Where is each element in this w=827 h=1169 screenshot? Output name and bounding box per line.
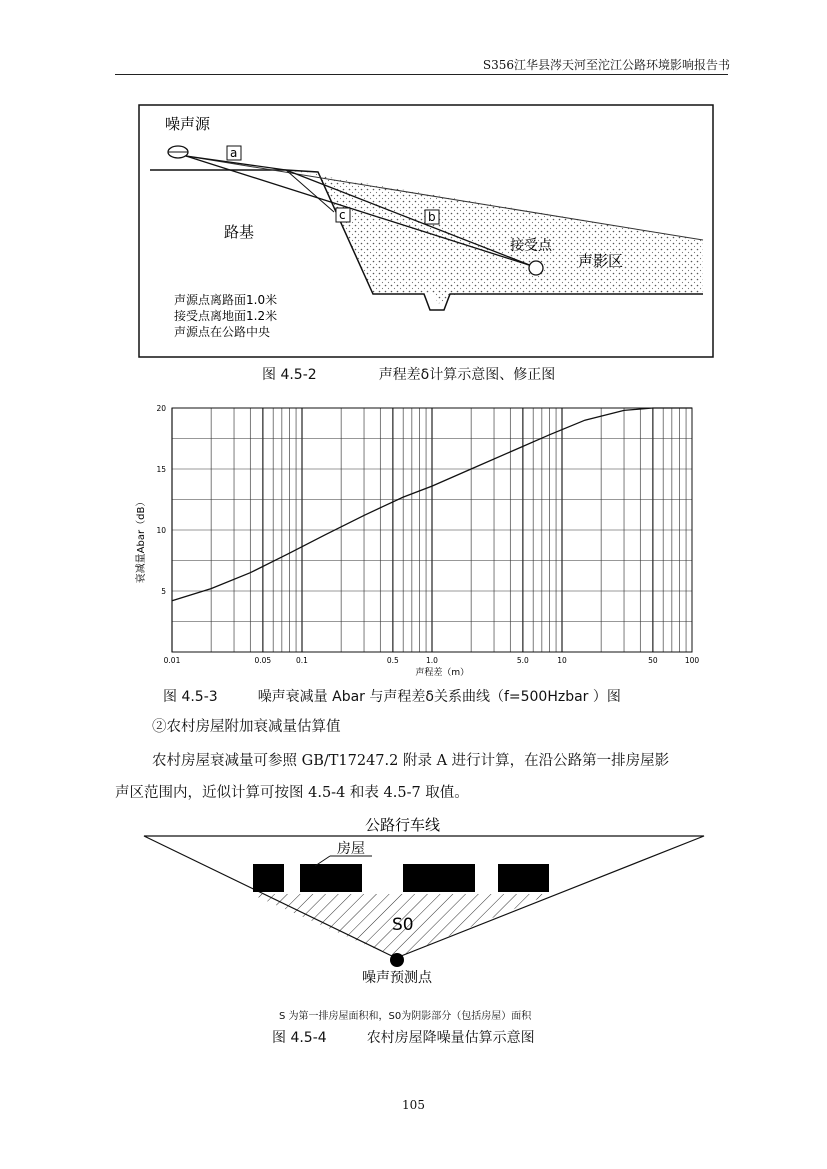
paragraph-line-1: 农村房屋衰减量可参照 GB/T17247.2 附录 A 进行计算，在沿公路第一排房屋影: [152, 753, 670, 769]
x-tick-label: 0.05: [254, 656, 272, 665]
x-tick-label: 1.0: [426, 656, 438, 665]
note-2: 接受点离地面1.2米: [174, 309, 278, 323]
paragraph-line-2: 声区范围内，近似计算可按图 4.5-4 和表 4.5-7 取值。: [115, 785, 469, 801]
roadbed-label: 路基: [224, 223, 255, 241]
caption-number: 图 4.5-3: [163, 689, 218, 705]
rural-house-diagram: [140, 812, 710, 984]
x-tick-label: 0.5: [386, 656, 399, 665]
chart-grid: [172, 408, 692, 652]
caption-number: 图 4.5-2: [262, 367, 317, 383]
ray-b-label: b: [428, 210, 436, 224]
y-tick-label: 10: [156, 526, 166, 535]
x-tick-label: 50: [648, 656, 658, 665]
receiver-icon: [529, 261, 543, 275]
house-block: [300, 864, 362, 892]
ray-a-label: a: [230, 146, 238, 160]
figure-4-5-2-caption: [262, 364, 555, 384]
chart-tick-labels: [156, 404, 699, 665]
x-tick-label: 100: [684, 656, 700, 665]
path-difference-diagram: [138, 104, 714, 358]
x-tick-label: 0.1: [296, 656, 308, 665]
y-tick-label: 20: [156, 404, 166, 413]
caption-title: 农村房屋降噪量估算示意图: [366, 1030, 535, 1046]
source-label: 噪声源: [165, 115, 211, 133]
attenuation-chart: [134, 400, 702, 680]
caption-title: 噪声衰减量 Abar 与声程差δ关系曲线（f=500Hzbar ）图: [257, 689, 621, 705]
area-s0-label: S0: [392, 915, 414, 935]
ray-c-label: c: [339, 208, 346, 222]
figure-4-5-4-caption: [272, 1027, 535, 1047]
figure-note: S 为第一排房屋面积和，S0为阴影部分（包括房屋）面积: [279, 1011, 532, 1022]
house-block: [253, 864, 284, 892]
caption-number: 图 4.5-4: [272, 1030, 327, 1046]
y-axis-label: 衰减量Abar（dB）: [136, 496, 147, 584]
shadow-zone-label: 声影区: [578, 252, 624, 270]
y-tick-label: 5: [161, 587, 166, 596]
prediction-point-icon: [390, 953, 404, 967]
header-rule: [115, 74, 728, 75]
running-header: S356江华县涔天河至沱江公路环境影响报告书: [482, 58, 730, 72]
note-1: 声源点离路面1.0米: [174, 293, 278, 307]
house-block: [498, 864, 549, 892]
x-tick-label: 0.01: [163, 656, 181, 665]
caption-title: 声程差δ计算示意图、修正图: [378, 367, 556, 383]
section-heading: ②农村房屋附加衰减量估算值: [152, 719, 341, 735]
y-tick-label: 15: [156, 465, 166, 474]
x-axis-label: 声程差（m）: [415, 668, 470, 678]
receiver-label: 接受点: [510, 238, 552, 254]
house-label: 房屋: [337, 841, 365, 857]
house-block: [403, 864, 475, 892]
note-3: 声源点在公路中央: [174, 325, 271, 339]
road-line-label: 公路行车线: [365, 816, 441, 834]
figure-4-5-3-caption: [163, 686, 621, 706]
x-tick-label: 5.0: [516, 656, 529, 665]
x-tick-label: 10: [557, 656, 567, 665]
prediction-point-label: 噪声预测点: [362, 970, 432, 984]
page-number: 105: [402, 1098, 425, 1112]
